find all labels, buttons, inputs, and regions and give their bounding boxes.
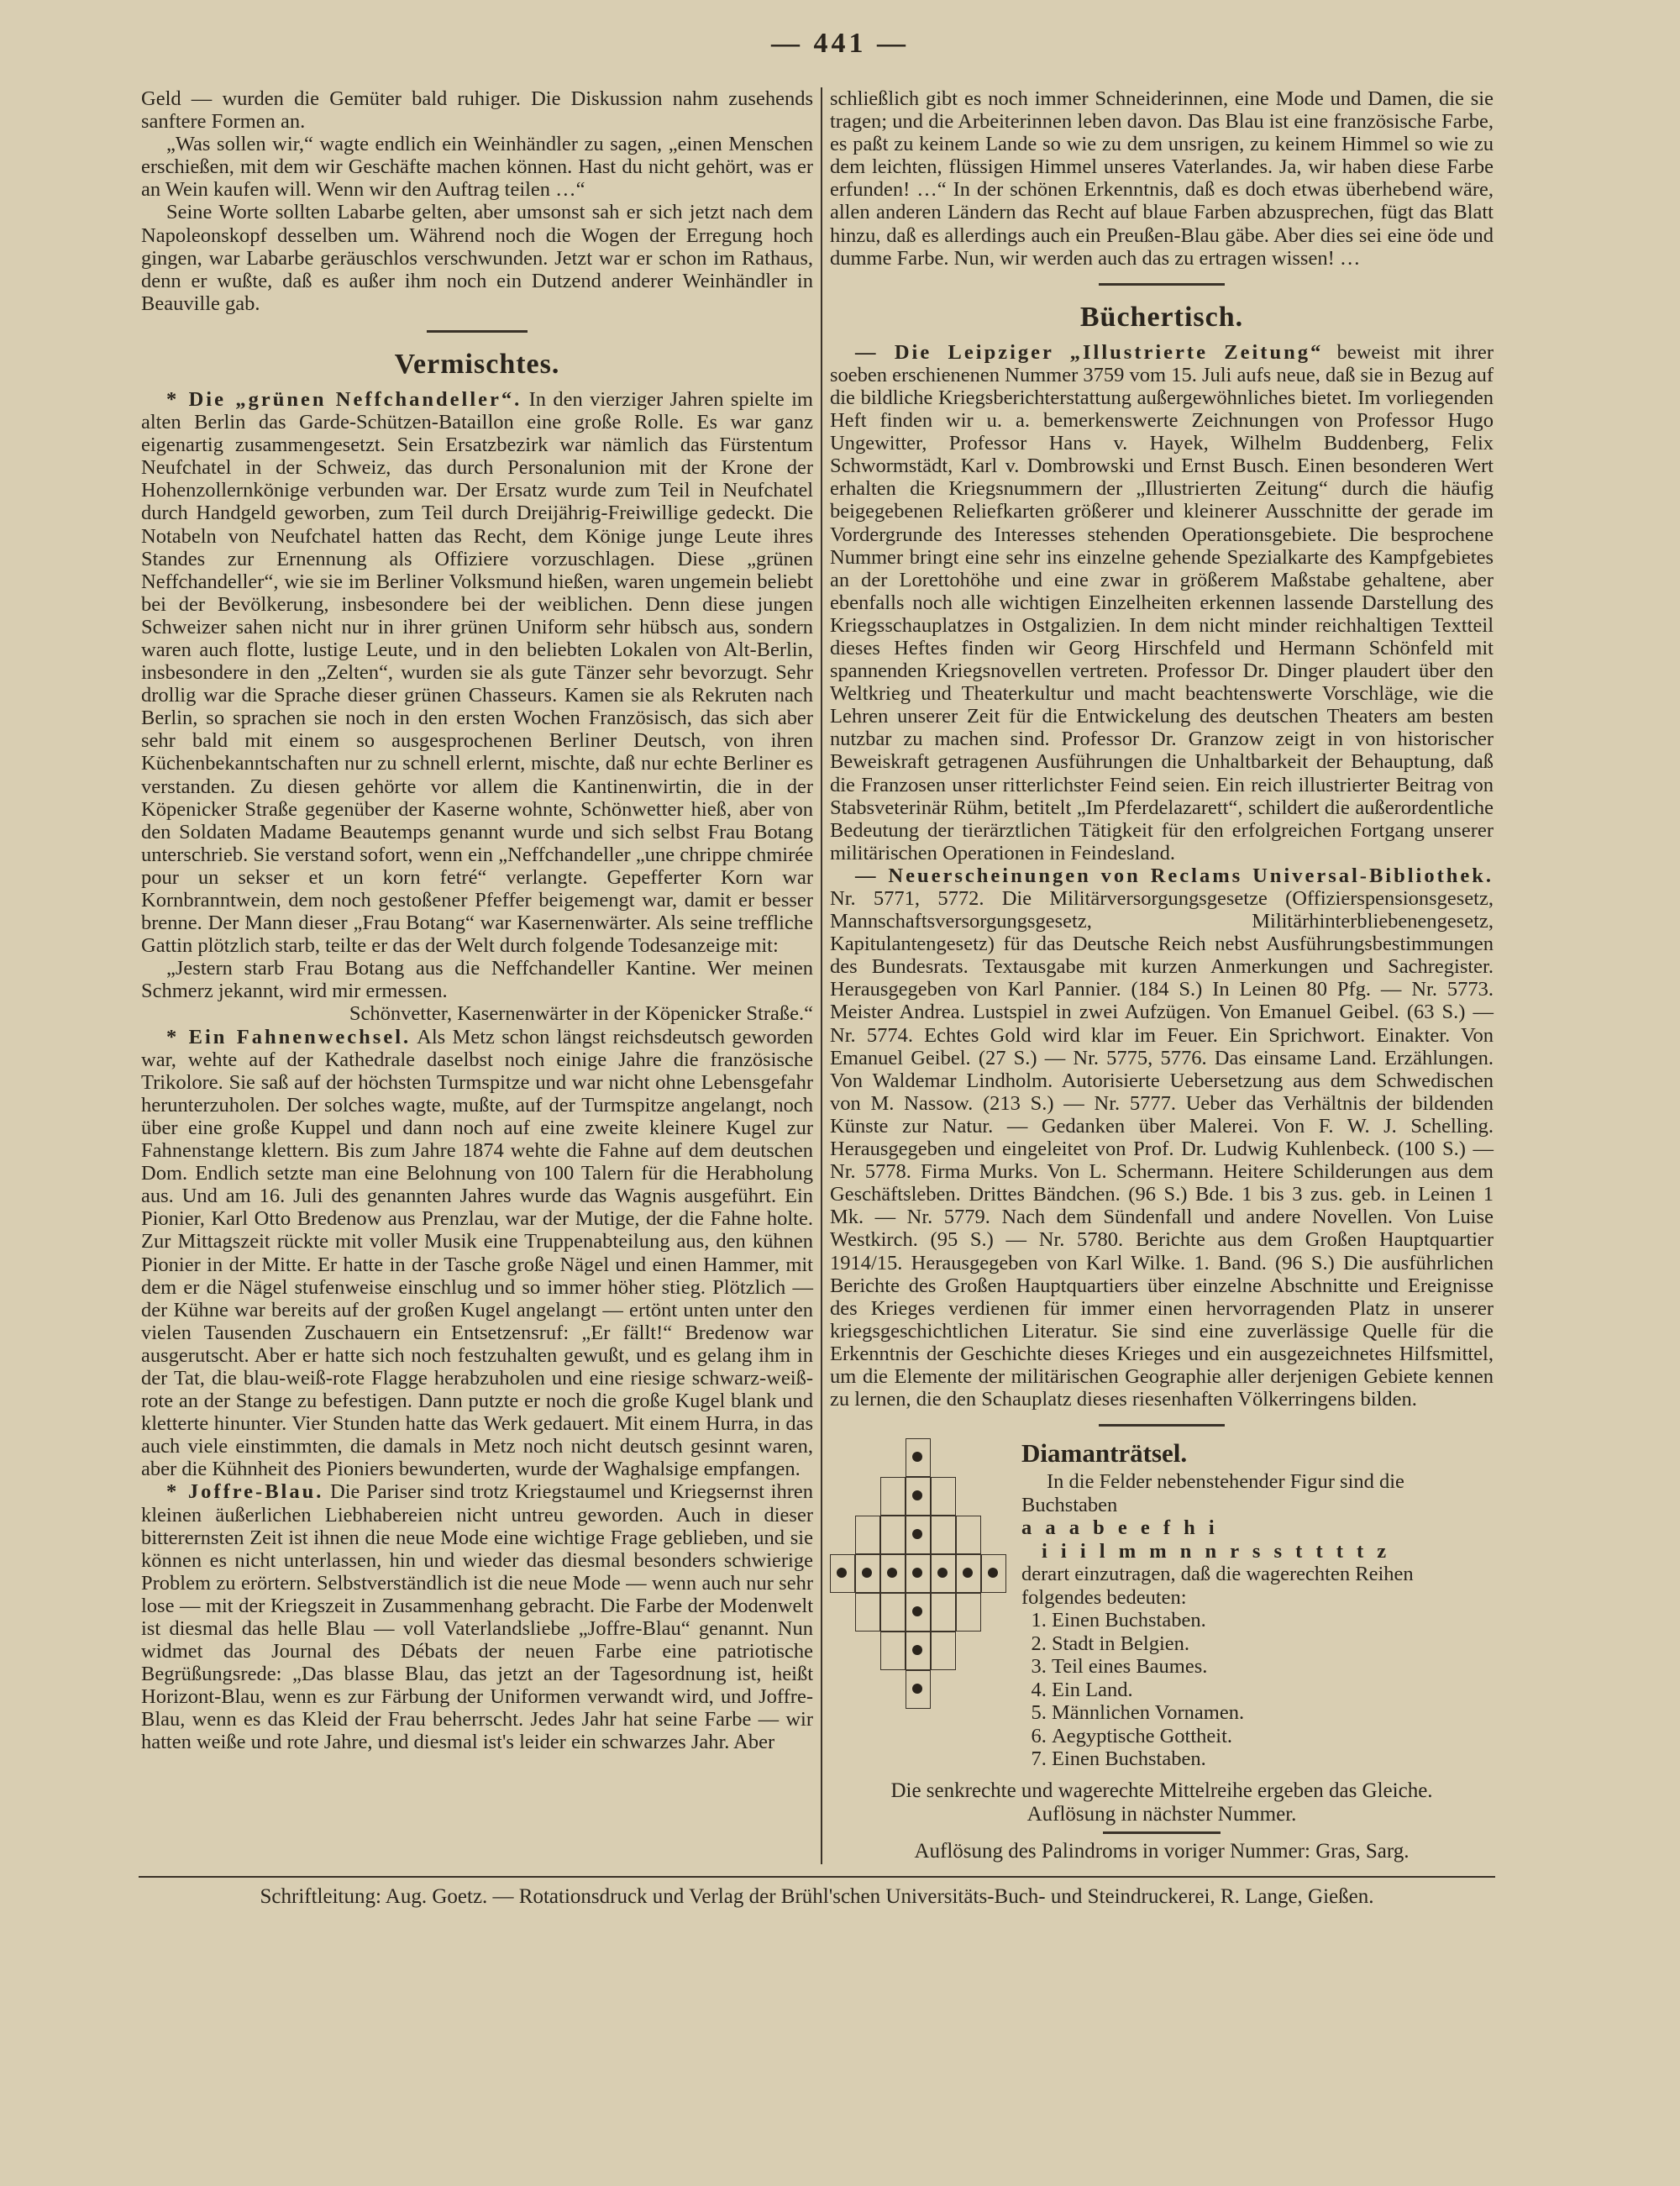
puzzle-dot-marker (912, 1645, 922, 1655)
imprint-footer: Schriftleitung: Aug. Goetz. — Rotationsdruck und Verlag der Brühl'schen Universitäts-Buch- und Steindruckerei, R. Lange, Gießen. (260, 1884, 1374, 1908)
death-notice: „Jestern starb Frau Botang aus die Neffchandeller Kantine. Wer meinen Schmerz jekannt, wird mir ermessen. (141, 957, 813, 1003)
puzzle-letters: a a a b e e f h i (1021, 1516, 1219, 1540)
article-fahnenwechsel (141, 1026, 813, 1481)
puzzle-dot-marker (988, 1568, 998, 1578)
review-reclam (830, 864, 1494, 1411)
review-body: Nr. 5771, 5772. Die Militärversorgungsgesetze (Offizierspensionsgesetz, Mannschaftsversorgungsgesetz, Militärhinterbliebenengesetz, Kapitulantengesetz) für das Deutsche Reich nebst Ausführungsbestimmungen des Bundesrats. Textausgabe mit kurzen Anmerkungen und Sachregister. Herausgegeben von Karl Pannier. (184 S.) In Leinen 80 Pfg. — Nr. 5773. Meister Andrea. Lustspiel in zwei Aufzügen. Von Emanuel Geibel. (63 S.) — Nr. 5774. Echtes Gold wird klar im Feuer. Ein Sprichwort. Einakter. Von Emanuel Geibel. (27 S.) — Nr. 5775, 5776. Das einsame Land. Erzählungen. Von Waldemar Lindholm. Autorisierte Uebersetzung aus dem Schwedischen von M. Nassow. (213 S.) — Nr. 5777. Ueber das Verhältnis der bildenden Künste zur Natur. — Gedanken über Malerei. Von F. W. J. Schelling. Herausgegeben und eingeleitet von Prof. Dr. Ludwig Kuhlenbeck. (100 S.) — Nr. 5778. Firma Murks. Von L. Schermann. Heitere Schilderungen aus dem Geschäftsleben. Drittes Bändchen. (96 S.) Bde. 1 bis 3 zus. geb. in Leinen 1 Mk. — Nr. 5779. Nach dem Sündenfall und andere Novellen. Von Luise Westkirch. (95 S.) — Nr. 5780. Berichte aus dem Großen Hauptquartier 1914/15. Herausgegeben von Karl Wilke. 1. Band. (96 S.) Die ausführlichen Berichte des Großen Hauptquartiers über einzelne Abschnitte und Ereignisse des Krieges verdienen für immer einen hervorragenden Platz in unserer kriegsgeschichtlichen Literatur. Sie sind eine zuverlässige Quelle für die Erkenntnis der Geschichte dieses Krieges und ein ausgezeichnetes Hilfsmittel, um die Elemente der militärischen Geographie aller derjenigen Gebiete kennen zu lernen, die den Schauplatz dieses riesenhaften Völkerringens bilden. (830, 887, 1494, 1411)
puzzle-dot-marker (937, 1568, 948, 1578)
puzzle-clue: 6. Aegyptische Gottheit. (1052, 1725, 1494, 1748)
puzzle-dot-marker (963, 1568, 973, 1578)
puzzle-cell (906, 1670, 931, 1709)
puzzle-cell (931, 1593, 956, 1632)
columns (141, 87, 1495, 1864)
puzzle-cell (880, 1593, 906, 1632)
puzzle-clue: 4. Ein Land. (1052, 1679, 1494, 1702)
puzzle-solution-next: Auflösung in nächster Nummer. (1026, 1802, 1297, 1826)
section-divider (1099, 1424, 1225, 1427)
puzzle-cell (906, 1477, 931, 1516)
article-neffchandeller (141, 388, 813, 957)
puzzle-cell (931, 1554, 956, 1593)
review-title: — Neuerscheinungen von Reclams Universal-Bibliothek. (855, 864, 1494, 887)
puzzle-clue: 7. Einen Buchstaben. (1052, 1747, 1494, 1771)
puzzle-cell (931, 1516, 956, 1554)
section-divider (1103, 1831, 1221, 1834)
puzzle-description (1021, 1438, 1494, 1771)
puzzle-footer (830, 1779, 1494, 1834)
puzzle-intro: In die Felder nebenstehender Figur sind die Buchstaben (1021, 1470, 1404, 1516)
puzzle-dot-marker (837, 1568, 847, 1578)
puzzle-title: Diamanträtsel. (1021, 1438, 1188, 1469)
puzzle-section (830, 1438, 1494, 1771)
right-column (830, 87, 1494, 1864)
puzzle-cell (880, 1477, 906, 1516)
puzzle-note: Die senkrechte und wagerechte Mittelreihe ergeben das Gleiche. (890, 1779, 1433, 1802)
puzzle-cell (906, 1632, 931, 1670)
palindrome-solution: Auflösung des Palindroms in voriger Nummer: Gras, Sarg. (914, 1839, 1410, 1863)
section-heading-buechertisch: Büchertisch. (1079, 301, 1244, 333)
puzzle-clue: 2. Stadt in Belgien. (1052, 1632, 1494, 1656)
puzzle-cell (830, 1554, 855, 1593)
puzzle-cell (855, 1554, 880, 1593)
death-notice-signature: Schönvetter, Kasernenwärter in der Köpenicker Straße.“ (349, 1002, 813, 1026)
article-body: Die Pariser sind trotz Kriegstaumel und Kriegsernst ihren kleinen äußerlichen Liebhabereien nicht untreu geworden. Auch in dieser bitterernsten Zeit ist ihnen die neue Mode eine wichtige Frage geblieben, und sie können es nicht unterlassen, hin und wieder das diesmal besonders schwierige Problem zu erörtern. Selbstverständlich ist die neue Mode — wenn auch nur sehr lose — mit der Kriegszeit in Zusammenhang gebracht. Die Farbe der Modenwelt ist diesmal das helle Blau — voll Vaterlandsliebe „Joffre-Blau“ genannt. Nun widmet das Journal des Débats der neuen Farbe eine patriotische Begrüßungsrede: „Das blasse Blau, das jetzt an der Tagesordnung ist, heißt Horizont-Blau, wenn es zur Färbung der Uniformen verwandt wird, und Joffre-Blau, wenn es das Kleid der Frau beherrscht. Jedes Jahr hat seine Farbe — wir hatten weiße und rote Jahre, und diesmal ist's leider ein schwarzes Jahr. Aber (141, 1480, 813, 1754)
puzzle-letters: i i i l m m n n r s s t t t t z (1042, 1539, 1391, 1563)
puzzle-cell (981, 1554, 1006, 1593)
footer-rule (139, 1876, 1495, 1878)
puzzle-dot-marker (912, 1490, 922, 1500)
section-divider (1099, 283, 1225, 286)
puzzle-clues (1021, 1609, 1494, 1771)
puzzle-instruction: derart einzutragen, daß die wagerechten Reihen folgendes bedeuten: (1021, 1563, 1414, 1609)
story-ending-paragraph: „Was sollen wir,“ wagte endlich ein Weinhändler zu sagen, „einen Menschen erschießen, mit dem wir Geschäfte machen können. Hast du nicht gehört, was er an Wein kaufen will. Wenn wir den Auftrag teilen …“ (141, 133, 813, 202)
column-divider (821, 87, 822, 1864)
section-divider (427, 330, 528, 333)
puzzle-clue: 5. Männlichen Vornamen. (1052, 1701, 1494, 1725)
puzzle-dot-marker (862, 1568, 872, 1578)
puzzle-clue: 3. Teil eines Baumes. (1052, 1655, 1494, 1679)
puzzle-cell (906, 1593, 931, 1632)
puzzle-cell (956, 1593, 981, 1632)
puzzle-cell (880, 1632, 906, 1670)
diamond-puzzle-grid (830, 1438, 1006, 1709)
story-ending-paragraph: Seine Worte sollten Labarbe gelten, aber umsonst sah er sich jetzt nach dem Napoleonskopf desselben um. Während noch die Wogen der Erregung hoch gingen, war Labarbe geräuschlos verschwunden. Jetzt war er schon im Rathaus, denn er wußte, daß es außer ihm noch ein Dutzend anderer Weinhändler in Beauville gab. (141, 201, 813, 315)
puzzle-cell (855, 1516, 880, 1554)
story-ending-paragraph: Geld — wurden die Gemüter bald ruhiger. Die Diskussion nahm zusehends sanftere Formen an. (141, 87, 813, 134)
puzzle-cell (956, 1554, 981, 1593)
puzzle-cell (880, 1516, 906, 1554)
puzzle-dot-marker (912, 1568, 922, 1578)
puzzle-cell (855, 1593, 880, 1632)
page-number: — 441 — (771, 28, 909, 59)
puzzle-cell (906, 1516, 931, 1554)
article-joffre-blau-continued: schließlich gibt es noch immer Schneiderinnen, eine Mode und Damen, die sie tragen; und die Arbeiterinnen leben davon. Das Blau ist eine französische Farbe, es paßt zu keinem Lande so wie zu dem unsrigen, zu keinem Himmel so wie zu dem leichten, flüssigen Himmel unseres Vaterlandes. Ja, wir haben diese Farbe erfunden! …“ In der schönen Erkenntnis, daß es doch etwas überhebend wäre, allen anderen Ländern das Recht auf blaue Farben abzusprechen, fügt das Blatt hinzu, daß es allerdings auch ein Preußen-Blau gäbe. Aber dies sei eine öde und dumme Farbe. Nun, wir werden auch das zu ertragen wissen! … (830, 87, 1494, 270)
puzzle-dot-marker (912, 1684, 922, 1694)
puzzle-cell (880, 1554, 906, 1593)
article-title: * Die „grünen Neffchandeller“. (166, 387, 522, 411)
puzzle-dot-marker (912, 1529, 922, 1539)
review-body: beweist mit ihrer soeben erschienenen Nummer 3759 vom 15. Juli aufs neue, daß sie in Bezug auf die bildliche Kriegsberichterstattung außergewöhnliches bietet. Im vorliegenden Heft finden wir u. a. bemerkenswerte Zeichnungen von Professor Hugo Ungewitter, Professor Hans v. Hayek, Wilhelm Buddenberg, Felix Schwormstädt, Karl v. Dombrowski und Ernst Busch. Einen besonderen Wert erhalten die Kriegsnummern der „Illustrierten Zeitung“ durch die häufig beigegebenen Reliefkarten größerer und kleinerer Ausschnitte der gerade im Vordergrunde des Interesses stehenden Operationsgebiete. Die besprochene Nummer bringt eine sehr ins einzelne gehende Spezialkarte des Kampfgebietes an der Lorettohöhe und eine zwar in größerem Maßstabe gehaltene, aber ebenfalls noch alle wichtigen Einzelheiten erkennen lassende Darstellung des Kriegsschauplatzes in Ostgalizien. In dem nicht minder reichhaltigen Textteil dieses Heftes finden wir Georg Hirschfeld und Hermann Schönfeld mit spannenden Kriegsnovellen vertreten. Professor Dr. Dinger plaudert über den Weltkrieg und Theaterkultur und macht beachtenswerte Vorschläge, wie die Lehren unserer Zeit für die Entwickelung des deutschen Theaters am besten nutzbar zu machen sind. Professor Dr. Granzow zeigt in von historischer Beweiskraft getragenen Ausführungen die Unhaltbarkeit der Behauptung, daß die Franzosen unser ritterlichster Feind seien. Ein reich illustrierter Beitrag von Stabsveterinär Rühm, betitelt „Im Pferdelazarett“, schildert die außerordentliche Bedeutung der tierärztlichen Tätigkeit für den erfolgreichen Fortgang unserer militärischen Operationen in Feindesland. (830, 340, 1494, 864)
article-body: In den vierziger Jahren spielte im alten Berlin das Garde-Schützen-Bataillon eine große Rolle. Es war ganz eigenartig zusammengesetzt. Sein Ersatzbezirk war nämlich das Fürstentum Neufchatel in der Schweiz, das durch Personalunion mit der Krone der Hohenzollernkönige verbunden war. Der Ersatz wurde zum Teil in Neufchatel durch Handgeld geworben, zum Teil durch Dreijährig-Freiwillige gedeckt. Die Notabeln von Neufchatel hatten das Recht, dem Könige junge Leute ihres Standes zur Ernennung als Offiziere vorzuschlagen. Diese „grünen Neffchandeller“, wie sie im Berliner Volksmund hießen, waren ungemein beliebt bei der Bevölkerung, insbesondere bei der weiblichen. Denn diese jungen Schweizer sahen nicht nur in ihrer grünen Uniform sehr hübsch aus, sondern waren auch flotte, lustige Leute, und in den beliebten Lokalen von Alt-Berlin, insbesondere in den „Zelten“, wurden sie als gute Tänzer sehr bevorzugt. Sehr drollig war die Sprache dieser grünen Chasseurs. Kamen sie als Rekruten nach Berlin, so sprachen sie noch in den ersten Wochen Französisch, das sich aber sehr bald mit einem so ausgesprochenen Berliner Deutsch, von ihren Küchenbekanntschaften nur zu schnell erlernt, mischte, daß nur echte Berliner es verstanden. Zu diesen gehörte vor allem die Kantinenwirtin, die in der Köpenicker Straße gegenüber der Kaserne wohnte, Schönwetter hieß, aber von den Soldaten Madame Beautemps genannt wurde und sich selbst Frau Botang unterschrieb. Sie verstand sofort, wenn ein „Neffchandeller „une chrippe chmirée pour un sekser et un korn fetré“ verlangte. Gepefferter Korn war Kornbranntwein, dem noch gestoßener Pfeffer beigemengt war, damit er besser brenne. Der Mann dieser „Frau Botang“ war Kasernenwärter. Als seine treffliche Gattin plötzlich starb, teilte er das der Welt durch folgende Todesanzeige mit: (141, 387, 813, 958)
article-joffre-blau (141, 1480, 813, 1753)
puzzle-cell (931, 1632, 956, 1670)
puzzle-dot-marker (887, 1568, 897, 1578)
puzzle-cell (931, 1477, 956, 1516)
puzzle-cell (956, 1516, 981, 1554)
article-title: * Joffre-Blau. (166, 1480, 324, 1504)
puzzle-cell (906, 1554, 931, 1593)
section-heading-vermischtes: Vermischtes. (394, 348, 560, 380)
puzzle-dot-marker (912, 1452, 922, 1462)
article-body: Als Metz schon längst reichsdeutsch geworden war, wehte auf der Kathedrale daselbst noch einige Jahre die französische Trikolore. Sie saß auf der höchsten Turmspitze und war nicht ohne Lebensgefahr herunterzuholen. Der solches wagte, mußte, auf der Turmspitze angelangt, noch über eine große Kuppel und dann noch auf eine zweite kleinere Kugel zur Fahnenstange klettern. Bis zum Jahre 1874 wehte die Fahne auf dem deutschen Dom. Endlich setzte man eine Belohnung von 100 Talern für die Herabholung aus. Und am 16. Juli des genannten Jahres wurde das Wagnis ausgeführt. Ein Pionier, Karl Otto Bredenow aus Prenzlau, war der Mutige, der die Fahne holte. Zur Mittagszeit rückte mit voller Musik eine Truppenabteilung aus, den kühnen Pionier in der Mitte. Er hatte in der Tasche große Nägel und einen Hammer, mit dem er die Nägel stufenweise einschlug und so immer höher stieg. Plötzlich — der Kühne war bereits auf der großen Kugel angelangt — ertönt unten unter den vielen Tausenden Zuschauern ein Entsetzensruf: „Er fällt!“ Bredenow war ausgerutscht. Aber er hatte sich noch festzuhalten gewußt, und es gelang ihm in der Tat, die blau-weiß-rote Flagge herabzuholen und eine riesige schwarz-weiß-rote an der Stange zu befestigen. Dann putzte er noch die große Kugel blank und kletterte hinunter. Vier Stunden hatte das Werk gedauert. Mit einem Hurra, in das auch viele einstimmten, die damals in Metz noch nicht deutsch gesinnt waren, aber die Kühnheit des Pioniers bewunderten, wurde der Waghalsige empfangen. (141, 1025, 813, 1481)
review-title: — Die Leipziger „Illustrierte Zeitung“ (855, 340, 1324, 364)
puzzle-dot-marker (912, 1606, 922, 1616)
puzzle-cell (906, 1438, 931, 1477)
article-title: * Ein Fahnenwechsel. (166, 1025, 412, 1048)
review-illustrierte-zeitung (830, 341, 1494, 864)
puzzle-clue: 1. Einen Buchstaben. (1052, 1609, 1494, 1632)
left-column (141, 87, 813, 1864)
